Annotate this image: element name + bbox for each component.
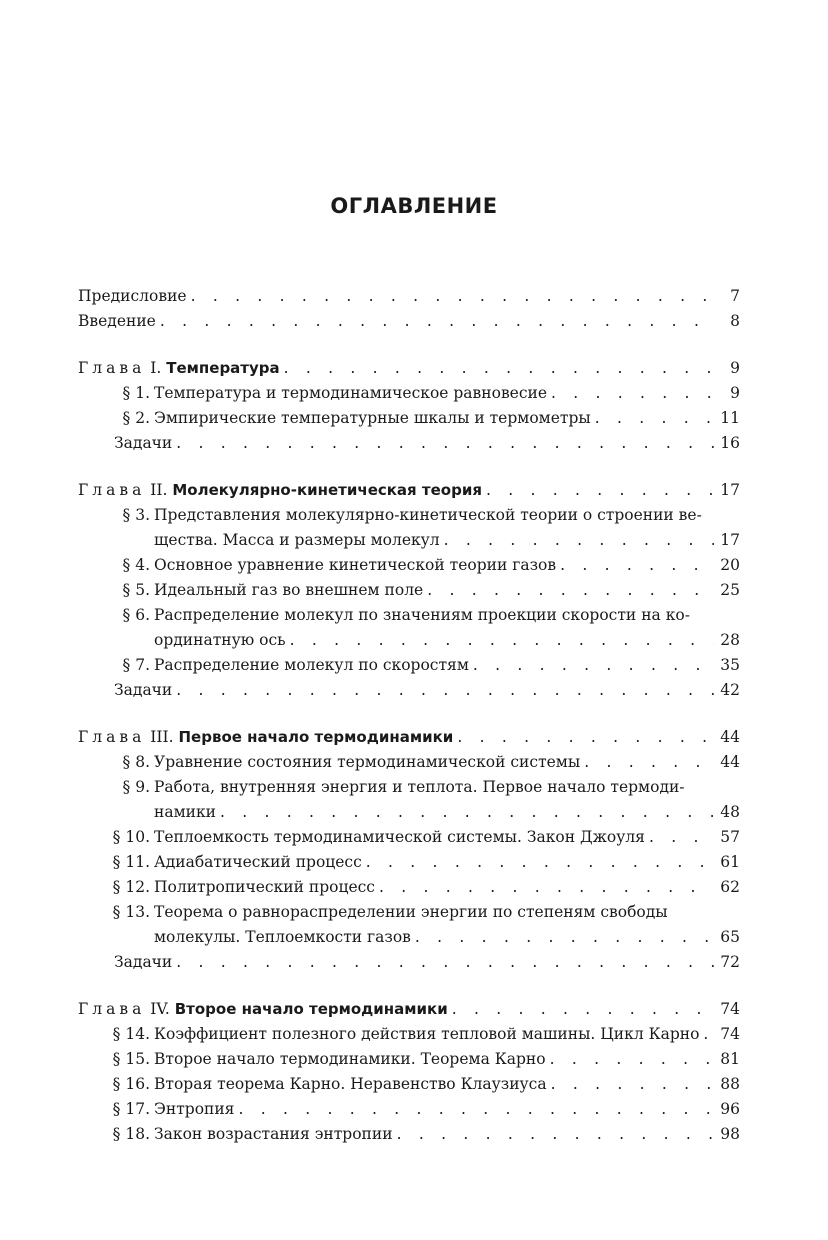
section-page-number: 61 [720, 853, 740, 871]
toc-chapter[interactable] [78, 997, 740, 1022]
toc-section[interactable] [78, 503, 740, 553]
chapter-page-number: 74 [720, 1000, 740, 1018]
section-page-number: 48 [720, 803, 740, 821]
section-title: намики [154, 803, 216, 821]
dot-leader [172, 950, 714, 975]
toc-line [78, 850, 740, 875]
section-page-number: 9 [730, 384, 740, 402]
toc-section[interactable] [78, 1047, 740, 1072]
toc-line [78, 356, 740, 381]
toc-line [78, 478, 740, 503]
section-page-number: 88 [720, 1075, 740, 1093]
section-number: § 3. [122, 506, 150, 524]
section-number: § 11. [112, 853, 150, 871]
toc-line [78, 825, 740, 850]
section-page-number: 74 [720, 1025, 740, 1043]
section-number: § 13. [112, 903, 150, 921]
section-page-number: 25 [720, 581, 740, 599]
toc-line [78, 406, 740, 431]
toc-line [78, 750, 740, 775]
toc-section[interactable] [78, 750, 740, 775]
toc-line [78, 578, 740, 603]
chapter-label: Глава [78, 728, 146, 746]
section-number: § 4. [122, 556, 150, 574]
entry-title: Предисловие [78, 287, 187, 305]
entry-title: Введение [78, 312, 156, 330]
section-title: Уравнение состояния термодинамической системы [154, 753, 581, 771]
toc-section[interactable] [78, 825, 740, 850]
chapter-page-number: 17 [720, 481, 740, 499]
section-page-number: 62 [720, 878, 740, 896]
section-title: Работа, внутренняя энергия и теплота. Первое начало термоди- [154, 778, 685, 796]
dot-leader [423, 578, 714, 603]
dot-leader [411, 925, 714, 950]
section-number: § 12. [112, 878, 150, 896]
toc-line [78, 553, 740, 578]
dot-leader [172, 431, 714, 456]
toc-section[interactable] [78, 1022, 740, 1047]
section-title: Распределение молекул по скоростям [154, 656, 469, 674]
section-number: § 1. [122, 384, 150, 402]
dot-leader [547, 381, 714, 406]
toc-line [78, 431, 740, 456]
toc-entry-front[interactable] [78, 309, 740, 334]
toc-line [78, 775, 740, 800]
dot-leader [216, 800, 714, 825]
toc-tasks[interactable] [78, 678, 740, 703]
chapter-number: II. [145, 481, 173, 499]
dot-leader [286, 628, 714, 653]
dot-leader [556, 553, 714, 578]
dot-leader [591, 406, 714, 431]
section-title: Основное уравнение кинетической теории газов [154, 556, 557, 574]
toc-section[interactable] [78, 406, 740, 431]
chapter-spacer [78, 456, 740, 478]
dot-leader [546, 1047, 714, 1072]
toc-section[interactable] [78, 553, 740, 578]
section-title: щества. Масса и размеры молекул [154, 531, 440, 549]
toc-section[interactable] [78, 775, 740, 825]
dot-leader [234, 1097, 714, 1122]
section-page-number: 96 [720, 1100, 740, 1118]
section-page-number: 35 [720, 656, 740, 674]
toc-line [78, 503, 740, 528]
toc-line [78, 925, 740, 950]
chapter-number: I. [145, 359, 167, 377]
tasks-page-number: 72 [720, 953, 740, 971]
section-number: § 9. [122, 778, 150, 796]
toc-section[interactable] [78, 603, 740, 653]
toc-section[interactable] [78, 850, 740, 875]
toc-section[interactable] [78, 578, 740, 603]
toc-line [78, 381, 740, 406]
dot-leader [172, 678, 714, 703]
toc-section[interactable] [78, 381, 740, 406]
toc-line [78, 653, 740, 678]
toc-line [78, 1022, 740, 1047]
section-page-number: 98 [720, 1125, 740, 1143]
section-number: § 8. [122, 753, 150, 771]
section-title: Энтропия [154, 1100, 235, 1118]
toc-line [78, 678, 740, 703]
section-number: § 2. [122, 409, 150, 427]
toc-section[interactable] [78, 653, 740, 678]
dot-leader [440, 528, 714, 553]
toc-line [78, 309, 740, 334]
section-page-number: 65 [720, 928, 740, 946]
section-page-number: 17 [720, 531, 740, 549]
toc-line [78, 900, 740, 925]
dot-leader [580, 750, 714, 775]
tasks-page-number: 16 [720, 434, 740, 452]
toc-chapter[interactable] [78, 478, 740, 503]
chapter-heading [78, 478, 482, 503]
section-page-number: 81 [720, 1050, 740, 1068]
chapter-label: Глава [78, 1000, 146, 1018]
dot-leader [393, 1122, 714, 1147]
toc-chapter[interactable] [78, 725, 740, 750]
dot-leader [448, 997, 714, 1022]
section-title: молекулы. Теплоемкости газов [154, 928, 411, 946]
dot-leader [699, 1022, 714, 1047]
chapter-spacer [78, 975, 740, 997]
section-page-number: 28 [720, 631, 740, 649]
toc-entry-front[interactable] [78, 284, 740, 309]
section-number: § 14. [112, 1025, 150, 1043]
dot-leader [645, 825, 714, 850]
section-title: ординатную ось [154, 631, 286, 649]
section-page-number: 11 [720, 409, 740, 427]
toc-line [78, 725, 740, 750]
section-page-number: 57 [720, 828, 740, 846]
section-number: § 16. [112, 1075, 150, 1093]
dot-leader [362, 850, 714, 875]
page-title: ОГЛАВЛЕНИЕ [330, 194, 498, 218]
chapter-number: III. [145, 728, 179, 746]
toc-line [78, 1047, 740, 1072]
chapter-number: IV. [145, 1000, 175, 1018]
section-title: Теорема о равнораспределении энергии по степеням свободы [154, 903, 668, 921]
section-number: § 7. [122, 656, 150, 674]
chapter-page-number: 9 [730, 359, 740, 377]
chapter-heading [78, 997, 448, 1022]
toc-section[interactable] [78, 1122, 740, 1147]
toc-line [78, 1072, 740, 1097]
chapter-title: Молекулярно-кинетическая теория [172, 481, 482, 499]
chapter-heading [78, 356, 280, 381]
section-title: Представления молекулярно-кинетической теории о строении ве- [154, 506, 702, 524]
section-number: § 17. [112, 1100, 150, 1118]
section-title: Вторая теорема Карно. Неравенство Клаузиуса [154, 1075, 547, 1093]
section-number: § 5. [122, 581, 150, 599]
dot-leader [482, 478, 714, 503]
section-title: Адиабатический процесс [154, 853, 362, 871]
section-number: § 15. [112, 1050, 150, 1068]
section-title: Второе начало термодинамики. Теорема Карно [154, 1050, 546, 1068]
dot-leader [156, 309, 714, 334]
section-number: § 10. [112, 828, 150, 846]
section-title: Коэффициент полезного действия тепловой машины. Цикл Карно [154, 1025, 700, 1043]
page-number: 8 [730, 312, 740, 330]
toc-line [78, 284, 740, 309]
dot-leader [453, 725, 714, 750]
tasks-title: Задачи [114, 953, 173, 971]
page-number: 7 [730, 287, 740, 305]
toc-section[interactable] [78, 900, 740, 950]
section-title: Теплоемкость термодинамической системы. Закон Джоуля [154, 828, 645, 846]
tasks-title: Задачи [114, 434, 173, 452]
toc-line [78, 628, 740, 653]
dot-leader [187, 284, 714, 309]
toc-section[interactable] [78, 1097, 740, 1122]
dot-leader [547, 1072, 714, 1097]
section-title: Идеальный газ во внешнем поле [154, 581, 424, 599]
dot-leader [469, 653, 714, 678]
dot-leader [280, 356, 714, 381]
section-page-number: 44 [720, 753, 740, 771]
section-title: Закон возрастания энтропии [154, 1125, 393, 1143]
toc-line [78, 950, 740, 975]
tasks-title: Задачи [114, 681, 173, 699]
chapter-label: Глава [78, 359, 146, 377]
section-number: § 6. [122, 606, 150, 624]
tasks-page-number: 42 [720, 681, 740, 699]
chapter-heading [78, 725, 453, 750]
section-title: Эмпирические температурные шкалы и термометры [154, 409, 591, 427]
chapter-title: Температура [166, 359, 280, 377]
toc-section[interactable] [78, 875, 740, 900]
chapter-page-number: 44 [720, 728, 740, 746]
toc-line [78, 603, 740, 628]
chapter-title: Первое начало термодинамики [178, 728, 454, 746]
section-title: Политропический процесс [154, 878, 375, 896]
dot-leader [375, 875, 714, 900]
chapter-title: Второе начало термодинамики [174, 1000, 448, 1018]
toc-chapter[interactable] [78, 356, 740, 381]
section-title: Температура и термодинамическое равновесие [154, 384, 548, 402]
toc-line [78, 875, 740, 900]
toc-tasks[interactable] [78, 431, 740, 456]
toc-line [78, 1097, 740, 1122]
toc-section[interactable] [78, 1072, 740, 1097]
chapter-spacer [78, 334, 740, 356]
toc-line [78, 528, 740, 553]
section-number: § 18. [112, 1125, 150, 1143]
toc-line [78, 1122, 740, 1147]
section-page-number: 20 [720, 556, 740, 574]
chapter-spacer [78, 703, 740, 725]
toc-line [78, 800, 740, 825]
section-title: Распределение молекул по значениям проекции скорости на ко- [154, 606, 690, 624]
chapter-label: Глава [78, 481, 146, 499]
table-of-contents [78, 284, 740, 1147]
toc-tasks[interactable] [78, 950, 740, 975]
toc-line [78, 997, 740, 1022]
